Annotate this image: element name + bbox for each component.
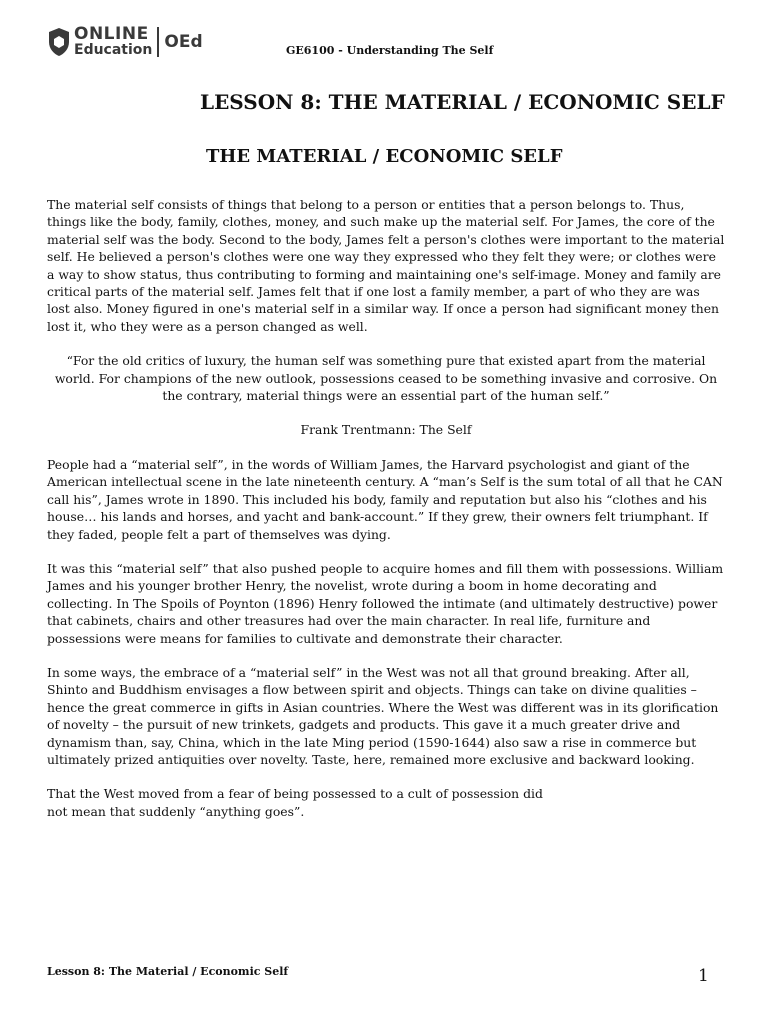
logo-oed-text: OEd bbox=[164, 31, 203, 52]
course-title: GE6100 - Understanding The Self bbox=[286, 44, 494, 57]
page-header bbox=[48, 26, 728, 66]
paragraph-2: People had a “material self”, in the words of William James, the Harvard psychologist and giant of the American intellectual scene in the late nineteenth century. A “man’s Self is the sum total of all that he CAN call his”, James wrote in 1890. This included his body, family and reputation but also his “clothes and his house… his lands and horses, and yacht and bank-account.” If they grew, their owners felt triumphant. If they faded, people felt a part of themselves was dying. bbox=[47, 456, 723, 542]
logo-education-text: Education bbox=[74, 42, 153, 58]
paragraph-5-line-2: not mean that suddenly “anything goes”. bbox=[47, 803, 305, 819]
page-number: 1 bbox=[698, 966, 709, 986]
section-title: THE MATERIAL / ECONOMIC SELF bbox=[206, 146, 563, 167]
paragraph-3: It was this “material self” that also pushed people to acquire homes and fill them with possessions. William James and his younger brother Henry, the novelist, wrote during a boom in home decorating and collecting. In The Spoils of Poynton (1896) Henry followed the intimate (and ultimately destructive) power that cabinets, chairs and other treasures had over the main character. In real life, furniture and possessions were means for families to cultivate and demonstrate their character. bbox=[47, 560, 724, 646]
paragraph-5-line-1: That the West moved from a fear of being possessed to a cult of possession did bbox=[47, 786, 543, 802]
paragraph-4: In some ways, the embrace of a “material self” in the West was not all that ground breaking. After all, Shinto and Buddhism envisages a flow between spirit and objects. Things can take on divine qualities – hence the great commerce in gifts in Asian countries. Where the West was different was in its glorification of novelty – the pursuit of new trinkets, gadgets and products. This gave it a much greater drive and dynamism than, say, China, which in the late Ming period (1590-1644) also saw a rise in commerce but ultimately prized antiquities over novelty. Taste, here, remained more exclusive and backward looking. bbox=[47, 664, 719, 767]
lesson-title: LESSON 8: THE MATERIAL / ECONOMIC SELF bbox=[200, 90, 725, 114]
footer-lesson-label: Lesson 8: The Material / Economic Self bbox=[47, 965, 289, 978]
quote-attribution: Frank Trentmann: The Self bbox=[300, 422, 472, 438]
online-education-logo bbox=[48, 26, 203, 57]
logo-divider bbox=[157, 27, 159, 57]
paragraph-1: The material self consists of things that belong to a person or entities that a person belongs to. Thus, things like the body, family, clothes, money, and such make up the material self. For James, the core of the material self was the body. Second to the body, James felt a person's clothes were important to the material self. He believed a person's clothes were one way they expressed who they felt they were; or clothes were a way to show status, thus contributing to forming and maintaining one's self-image. Money and family are critical parts of the material self. James felt that if one lost a family member, a part of who they are was lost also. Money figured in one's material self in a similar way. If once a person had significant money then lost it, who they were as a person changed as well. bbox=[47, 197, 725, 334]
logo-online-text: ONLINE bbox=[74, 24, 149, 44]
document-body bbox=[47, 196, 725, 820]
block-quote: “For the old critics of luxury, the human self was something pure that existed apart from the material world. For champions of the new outlook, possessions ceased to be something invasive and corrosive. On the contrary, material things were an essential part of the human self.” bbox=[54, 353, 718, 404]
shield-logo-icon bbox=[48, 27, 70, 57]
